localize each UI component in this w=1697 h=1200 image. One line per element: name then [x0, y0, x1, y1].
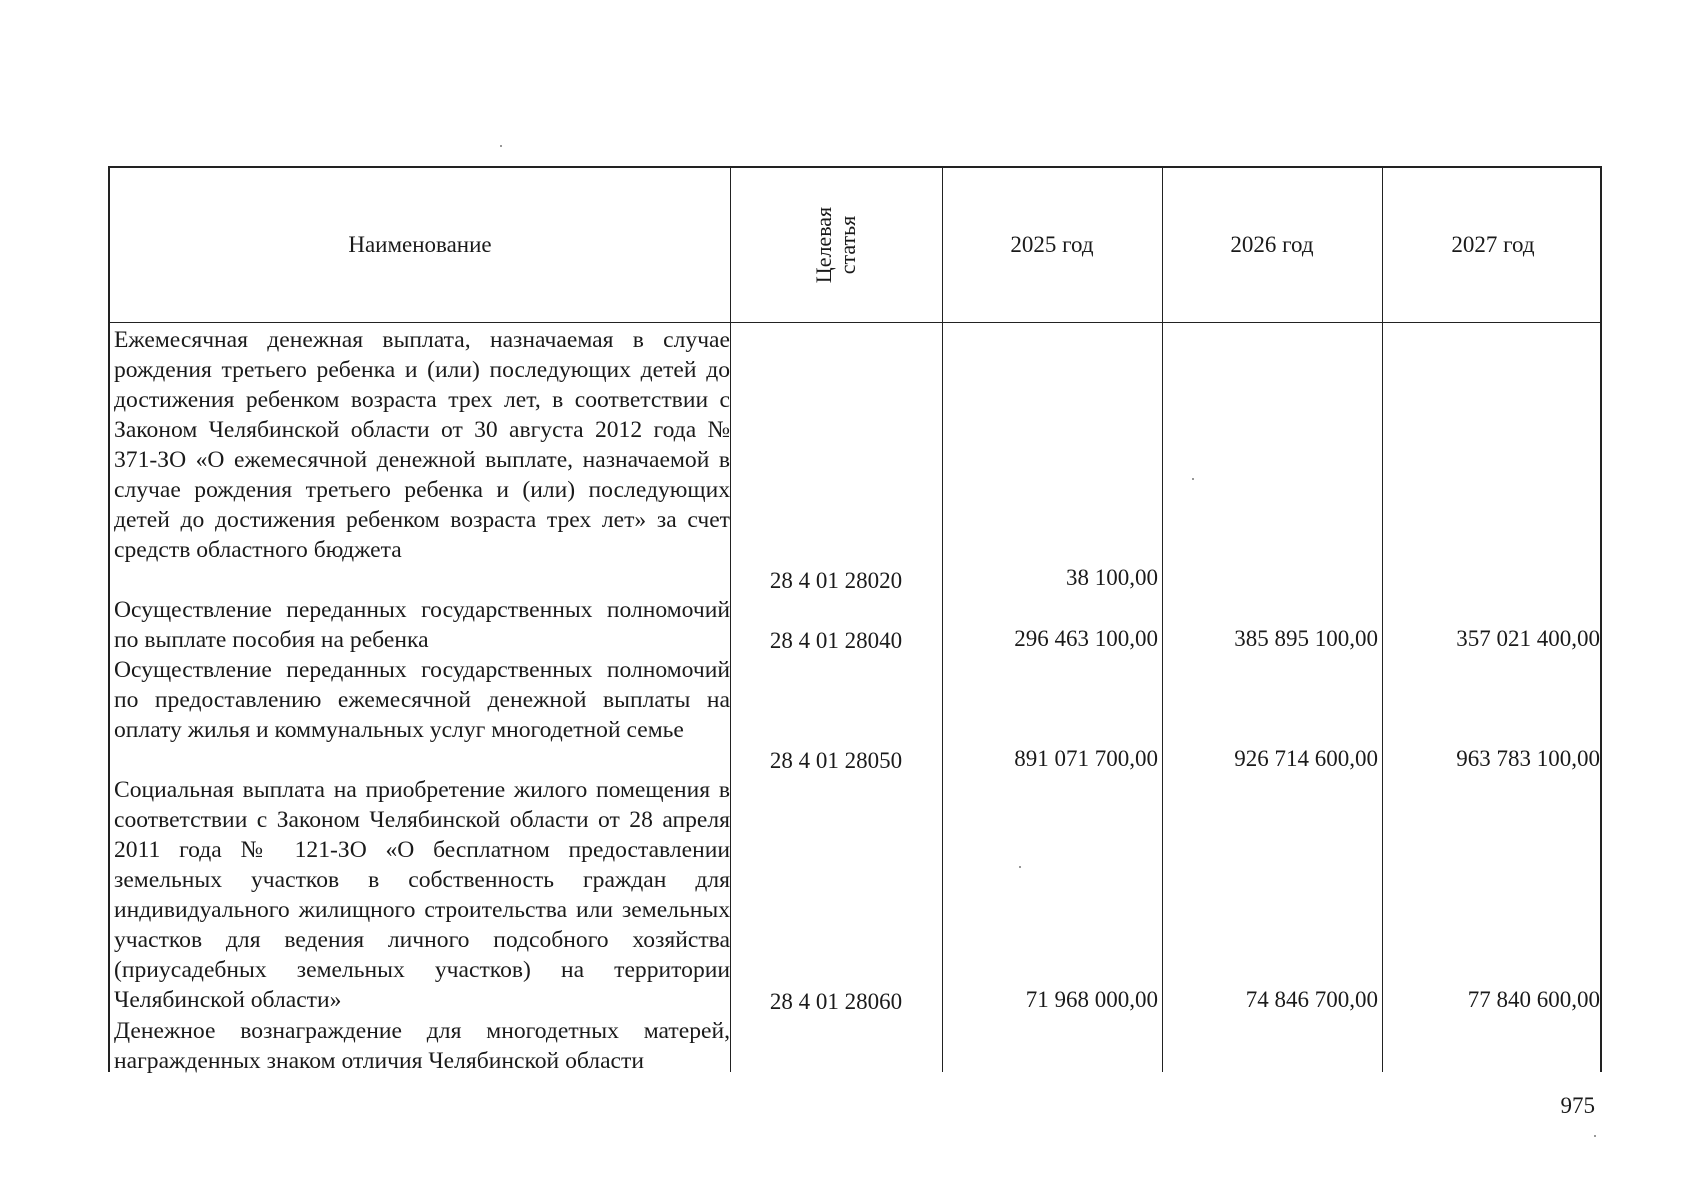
- row-2026: 385 895 100,00: [1234, 626, 1378, 651]
- row-code: 28 4 01 28040: [769, 628, 903, 653]
- row-2025: 296 463 100,00: [1014, 626, 1158, 651]
- row-name: Социальная выплата на приобретение жилого помещения в соответствии с Законом Челябинской области от 28 апреля 2011 года № 121-ЗО «О бесплатном предоставлении земельных участков в собственность граждан для индивидуального жилищного строительства или земельных участков для ведения личного подсобного хозяйства (приусадебных земельных участков) на территории Челябинской области»: [114, 777, 730, 1013]
- row-2025: 71 968 000,00: [1025, 987, 1158, 1012]
- row-2025: 891 071 700,00: [1014, 746, 1158, 771]
- header-target-article: [730, 168, 942, 322]
- header-divider: [110, 322, 1600, 323]
- scan-speck: [500, 145, 502, 147]
- row-code: 28 4 01 28020: [769, 568, 903, 593]
- header-target-article-line2: статья: [834, 215, 860, 275]
- row-2025: 38 100,00: [1066, 565, 1158, 590]
- header-2025: 2025 год: [1010, 232, 1094, 257]
- scan-speck: [1192, 478, 1194, 480]
- row-2026: 926 714 600,00: [1234, 746, 1378, 771]
- row-code: 28 4 01 28050: [769, 748, 903, 773]
- row-code: 28 4 01 28060: [769, 989, 903, 1014]
- header-name: Наименование: [348, 232, 492, 257]
- row-name: Осуществление переданных государственных полномочий по предоставлению ежемесячной денежной выплаты на оплату жилья и коммунальных услуг многодетной семье: [114, 657, 730, 743]
- header-2027: 2027 год: [1451, 232, 1535, 257]
- scan-speck: [1594, 1135, 1596, 1137]
- row-name: Денежное вознаграждение для многодетных матерей, награжденных знаком отличия Челябинской области: [114, 1018, 730, 1074]
- budget-table: [108, 166, 1602, 1072]
- page-number: 975: [1560, 1093, 1595, 1118]
- row-2026: 74 846 700,00: [1245, 987, 1378, 1012]
- header-target-article-line1: Целевая: [810, 206, 836, 284]
- scan-speck: [1019, 866, 1021, 868]
- row-name: Осуществление переданных государственных полномочий по выплате пособия на ребенка: [114, 597, 730, 653]
- row-2027: 357 021 400,00: [1456, 626, 1600, 651]
- row-2027: 77 840 600,00: [1467, 987, 1600, 1012]
- row-2027: 963 783 100,00: [1456, 746, 1600, 771]
- header-2026: 2026 год: [1230, 232, 1314, 257]
- row-name: Ежемесячная денежная выплата, назначаемая в случае рождения третьего ребенка и (или) последующих детей до достижения ребенком возраста трех лет, в соответствии с Законом Челябинской области от 30 августа 2012 года № 371-ЗО «О ежемесячной денежной выплате, назначаемой в случае рождения третьего ребенка и (или) последующих детей до достижения ребенком возраста трех лет» за счет средств областного бюджета: [114, 327, 730, 563]
